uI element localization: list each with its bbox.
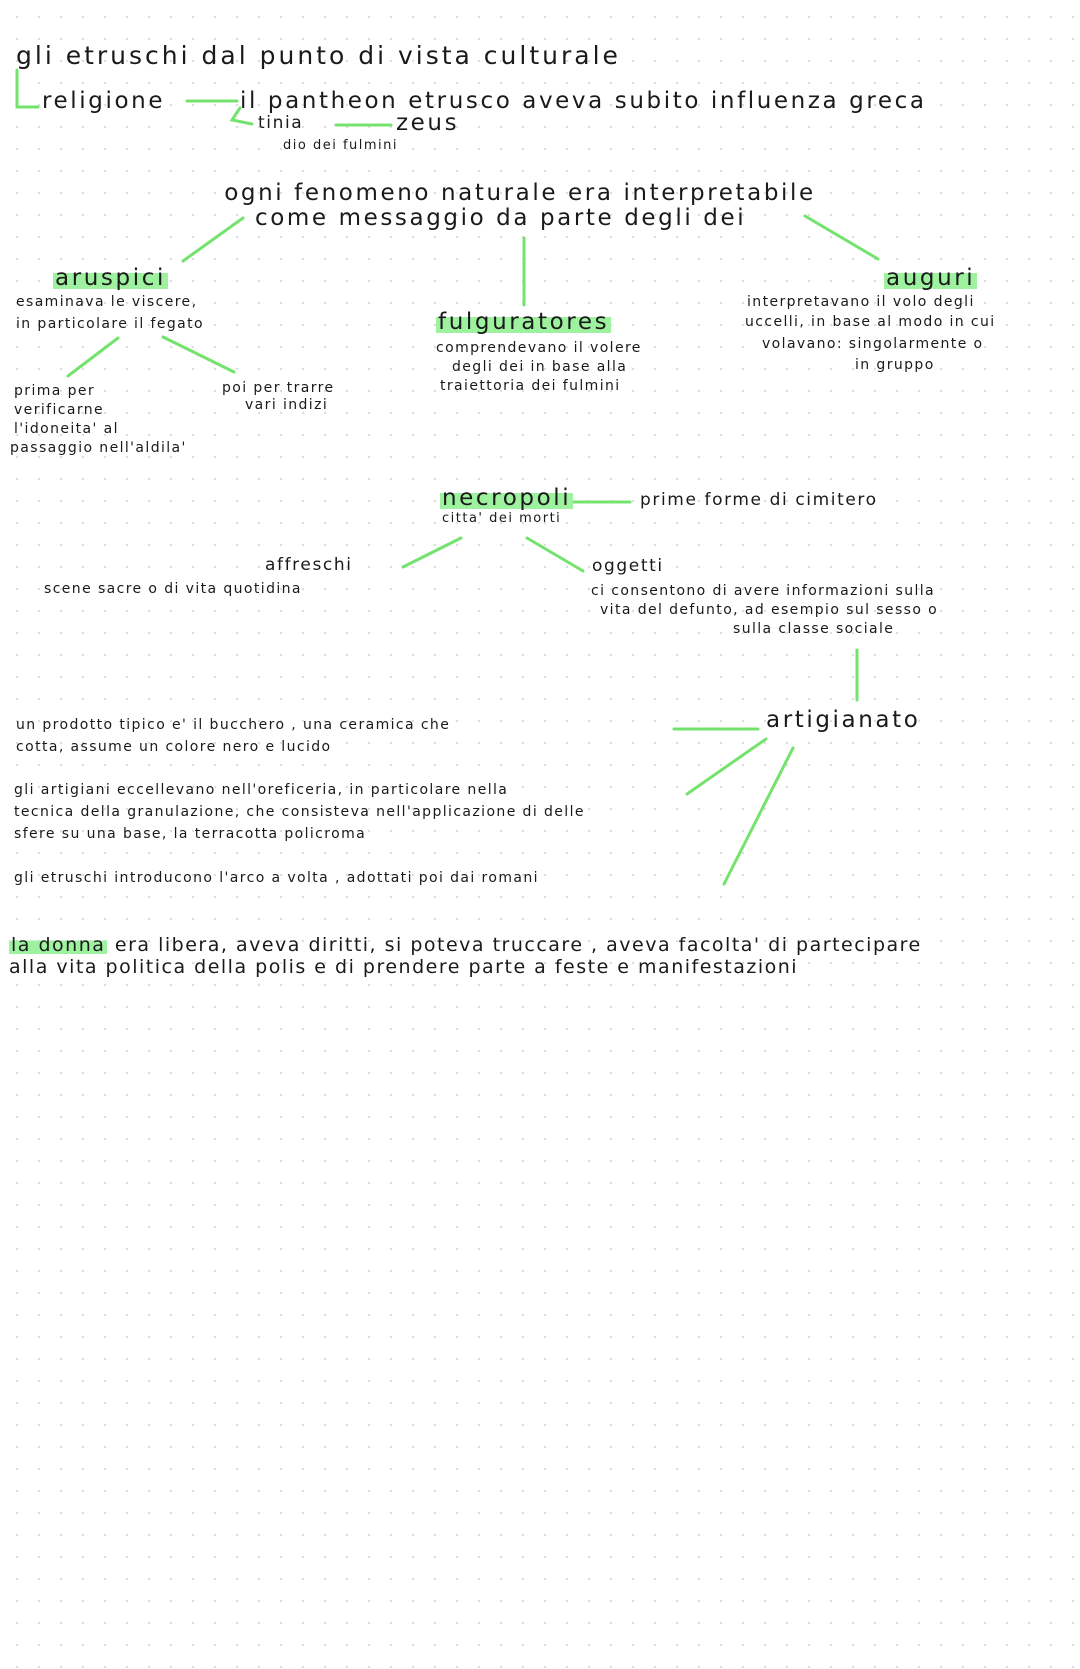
necropoli-to-oggetti-line <box>527 538 583 571</box>
aruspici-prima-line-1: prima per <box>14 383 96 399</box>
fulguratores-line-3: traiettoria dei fulmini <box>440 378 621 394</box>
donna-line-1-rest: era libera, aveva diritti, si poteva truccare , aveva facolta' di partecipare <box>107 934 922 956</box>
arco-line: gli etruschi introducono l'arco a volta , adottati poi dai romani <box>14 870 539 886</box>
auguri-line-1: interpretavano il volo degli <box>747 294 975 310</box>
necropoli-title-text: necropoli <box>442 485 572 511</box>
aruspici-prima-line-3: l'idoneita' al <box>14 421 119 437</box>
necropoli-to-affreschi-line <box>403 538 461 567</box>
artigianato-to-arco-line <box>724 748 793 884</box>
zeus-label: zeus <box>396 110 460 136</box>
affreschi-title: affreschi <box>265 555 353 575</box>
auguri-title <box>884 265 977 291</box>
aruspici-title <box>53 265 168 291</box>
aruspici-desc-line-2: in particolare il fegato <box>16 316 204 332</box>
fulguratores-title <box>436 309 611 335</box>
auguri-title-text: auguri <box>886 265 976 291</box>
oreficeria-line-1: gli artigiani eccellevano nell'oreficeria, in particolare nella <box>14 782 509 798</box>
fulguratores-line-1: comprendevano il volere <box>436 340 642 356</box>
fulguratores-line-2: degli dei in base alla <box>452 359 628 375</box>
necropoli-title <box>440 485 573 511</box>
religione-label: religione <box>42 88 166 114</box>
auguri-line-4: in gruppo <box>855 357 935 373</box>
artigianato-to-oreficeria-line <box>687 739 766 794</box>
bucchero-line-2: cotta, assume un colore nero e lucido <box>16 739 332 755</box>
donna-line-1 <box>9 935 922 957</box>
fenomeno-line-2: come messaggio da parte degli dei <box>255 205 747 231</box>
oggetti-line-1: ci consentono di avere informazioni sulla <box>591 583 936 599</box>
aruspici-desc-line-1: esaminava le viscere, <box>16 294 198 310</box>
fulguratores-title-text: fulguratores <box>438 309 610 335</box>
aruspici-title-text: aruspici <box>55 265 166 291</box>
religione-bracket <box>17 70 38 107</box>
auguri-line-3: volavano: singolarmente o <box>762 336 984 352</box>
tinia-label: tinia <box>258 113 304 133</box>
oggetti-line-2: vita del defunto, ad esempio sul sesso o <box>600 602 939 618</box>
page-title: gli etruschi dal punto di vista culturale <box>16 41 621 70</box>
aruspici-to-poi-line <box>163 337 234 372</box>
tinia-note: dio dei fulmini <box>283 138 398 153</box>
auguri-line-2: uccelli, in base al modo in cui <box>745 314 996 330</box>
necropoli-subtitle: citta' dei morti <box>442 511 562 526</box>
oggetti-line-3: sulla classe sociale <box>733 621 895 637</box>
fenomeno-to-aruspici-line <box>183 218 243 261</box>
oreficeria-line-3: sfere su una base, la terracotta policroma <box>14 826 367 842</box>
affreschi-desc: scene sacre o di vita quotidina <box>44 581 302 597</box>
necropoli-definition: prime forme di cimitero <box>640 490 878 510</box>
oggetti-title: oggetti <box>592 556 664 576</box>
oreficeria-line-2: tecnica della granulazione, che consisteva nell'applicazione di delle <box>14 804 585 820</box>
fenomeno-to-auguri-line <box>805 216 878 259</box>
fenomeno-line-1: ogni fenomeno naturale era interpretabile <box>224 180 816 206</box>
artigianato-title: artigianato <box>766 707 921 733</box>
aruspici-prima-line-4: passaggio nell'aldila' <box>10 440 187 456</box>
pantheon-text: il pantheon etrusco aveva subito influenza greca <box>240 88 927 114</box>
aruspici-poi-line-2: vari indizi <box>245 397 329 413</box>
aruspici-prima-line-2: verificarne <box>14 402 105 418</box>
donna-line-2: alla vita politica della polis e di prendere parte a feste e manifestazioni <box>9 956 799 978</box>
aruspici-to-prima-line <box>68 338 118 376</box>
donna-highlight: la donna <box>11 934 106 956</box>
bucchero-line-1: un prodotto tipico e' il bucchero , una ceramica che <box>16 717 451 733</box>
aruspici-poi-line-1: poi per trarre <box>222 380 335 396</box>
